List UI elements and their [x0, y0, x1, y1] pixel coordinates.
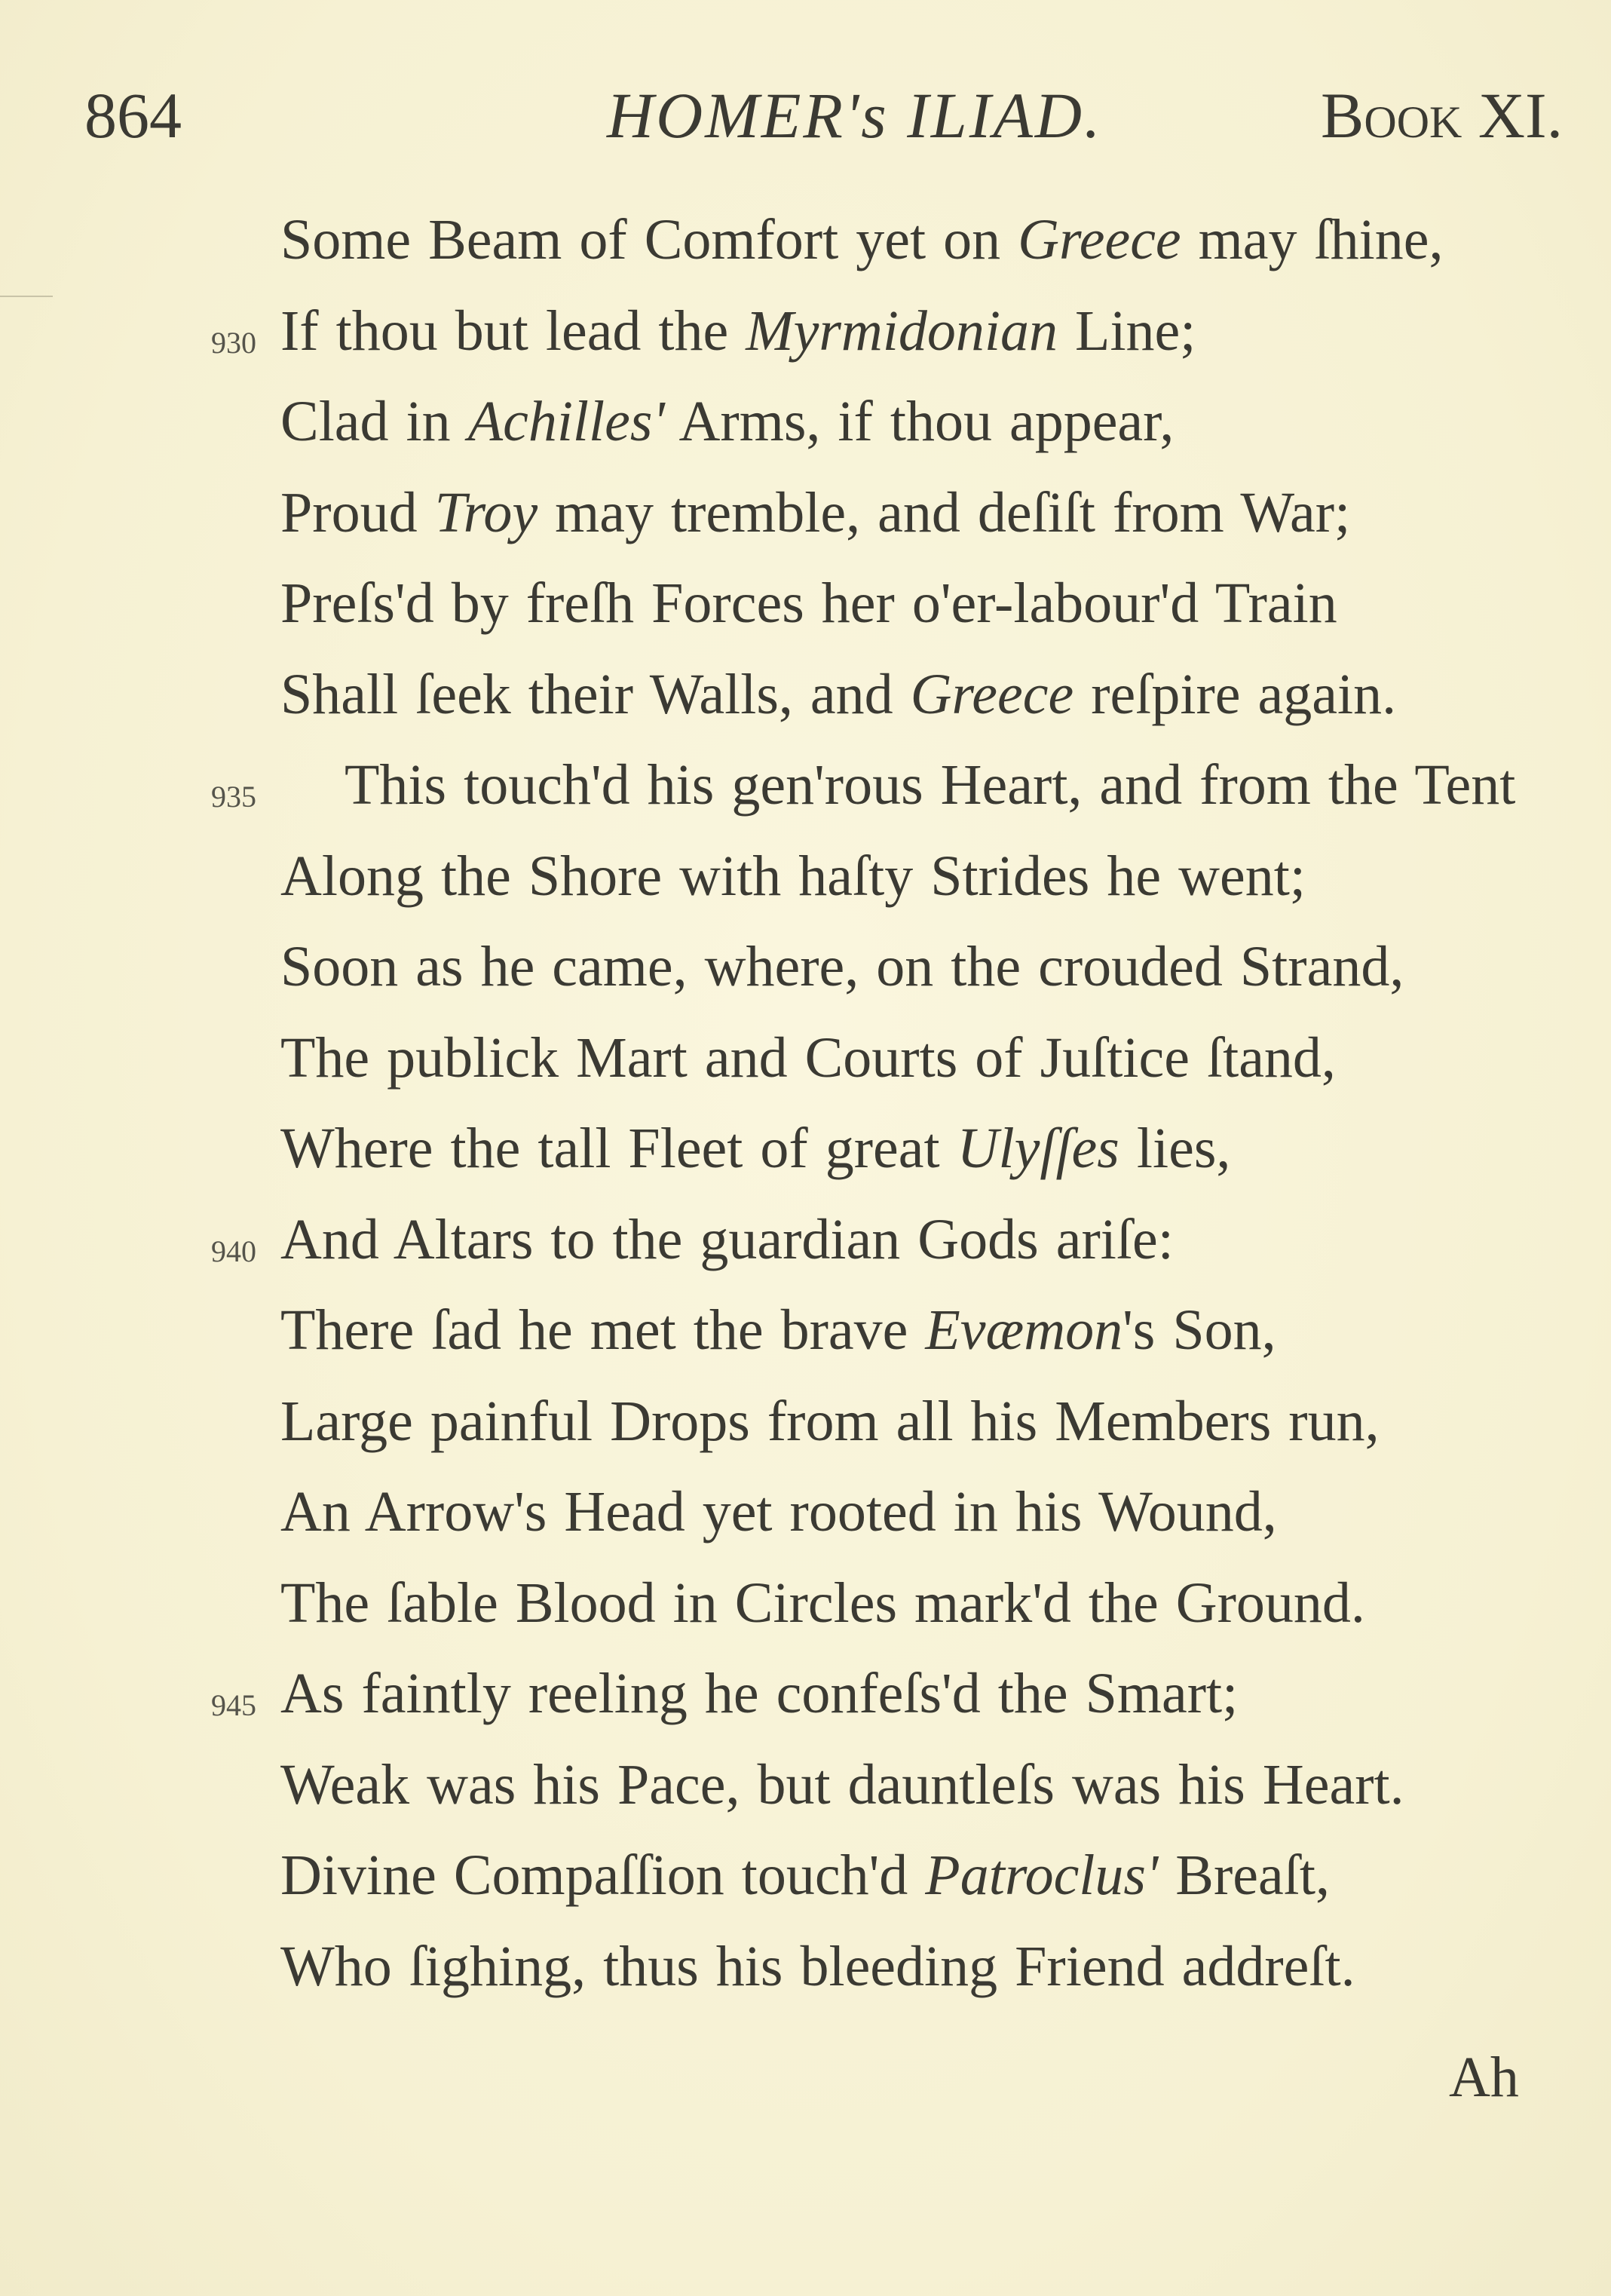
verse-line [280, 208, 1444, 271]
book-label: Book XI. [1321, 79, 1564, 152]
verse-line [280, 844, 1306, 908]
verse-line [280, 480, 1351, 544]
verse-text: Clad in [280, 390, 468, 453]
verse-text: Preſs'd by freſh Forces her o'er-labour'd Train [280, 572, 1337, 635]
margin-mark [0, 296, 53, 297]
italic-name: Achilles' [467, 390, 665, 453]
verse-text: may tremble, and deſiſt from War; [538, 480, 1351, 544]
verse-text: Divine Compaſſion touch'd [280, 1844, 926, 1907]
verse-text: Breaſt, [1158, 1844, 1330, 1907]
verse-line [280, 1844, 1330, 1907]
verse-text: Some Beam of Comfort yet on [280, 208, 1018, 271]
line-number: 935 [211, 780, 256, 814]
verse-text: 's Son, [1122, 1298, 1276, 1362]
italic-name: Myrmidonian [746, 299, 1058, 363]
italic-name: Ulyſſes [957, 1117, 1119, 1180]
verse-text: may ſhine, [1181, 208, 1444, 271]
verse-line [280, 1207, 1174, 1271]
verse-text: As faintly reeling he confeſs'd the Smart; [280, 1662, 1239, 1725]
italic-name: Greece [910, 662, 1074, 726]
verse-text: Shall ſeek their Walls, and [280, 662, 911, 726]
verse-text: Soon as he came, where, on the crouded Strand, [280, 935, 1404, 998]
line-number: 930 [211, 325, 256, 360]
verse-line [280, 1934, 1355, 1998]
verse-line [280, 1480, 1277, 1543]
verse-text: There ſad he met the brave [280, 1298, 926, 1362]
verse-text: Who ſighing, thus his bleeding Friend addreſt. [280, 1934, 1355, 1998]
verse-text: Weak was his Pace, but dauntleſs was his Heart. [280, 1752, 1404, 1816]
line-number: 945 [211, 1688, 256, 1722]
verse-text: Where the tall Fleet of great [280, 1117, 957, 1180]
verse-line [280, 1298, 1276, 1362]
verse-text: And Altars to the guardian Gods ariſe: [280, 1207, 1174, 1271]
verse-line [280, 1752, 1404, 1816]
verse-text: Large painful Drops from all his Members run, [280, 1389, 1380, 1453]
verse-text: Arms, if thou appear, [664, 390, 1175, 453]
verse-line [280, 390, 1175, 453]
verse-text: This touch'd his gen'rous Heart, and from the Tent [345, 753, 1516, 817]
italic-name: Patroclus' [925, 1844, 1159, 1907]
verse-line [280, 1117, 1231, 1180]
running-title: HOMER's ILIAD. [607, 79, 1103, 152]
verse-line [280, 1571, 1365, 1635]
line-number: 940 [211, 1234, 256, 1268]
verse-text: reſpire again. [1073, 662, 1397, 726]
verse-line [280, 1389, 1380, 1453]
catchword: Ah [1449, 2046, 1519, 2109]
italic-name: Evæmon [925, 1298, 1123, 1362]
verse-line [280, 1025, 1336, 1090]
verse-text: lies, [1119, 1117, 1231, 1180]
verse-text: Line; [1058, 299, 1196, 363]
italic-name: Troy [434, 480, 538, 544]
verse-line [280, 572, 1337, 635]
verse-text: The publick Mart and Courts of Juſtice ſtand, [280, 1025, 1336, 1090]
verse-line [280, 1662, 1239, 1725]
verse-line [345, 753, 1516, 817]
verse-text: Along the Shore with haſty Strides he went; [280, 844, 1306, 908]
verse-text: Proud [280, 480, 435, 544]
verse-line [280, 662, 1397, 726]
verse-text: If thou but lead the [280, 299, 746, 363]
verse-line [280, 299, 1196, 363]
italic-name: Greece [1018, 208, 1181, 271]
page-number: 864 [84, 79, 182, 152]
verse-text: An Arrow's Head yet rooted in his Wound, [280, 1480, 1277, 1543]
verse-line [280, 935, 1404, 998]
verse-text: The ſable Blood in Circles mark'd the Ground. [280, 1571, 1365, 1635]
